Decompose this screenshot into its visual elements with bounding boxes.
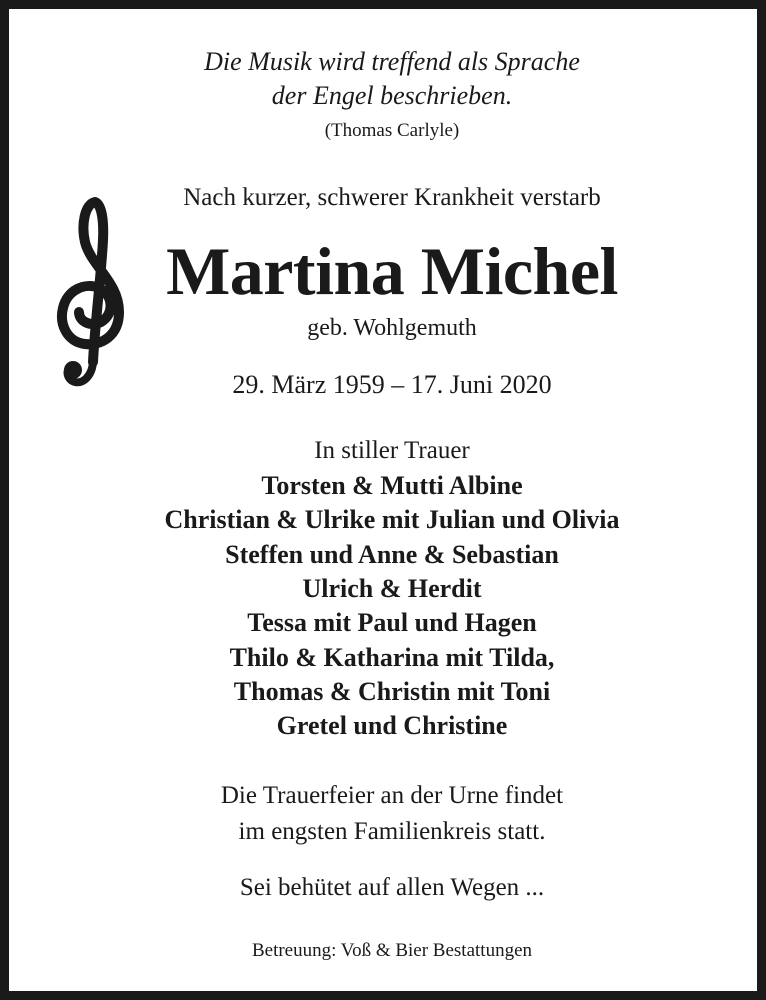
family-line: Torsten & Mutti Albine — [261, 471, 523, 500]
family-line: Christian & Ulrike mit Julian und Olivia — [164, 505, 620, 534]
family-line: Thilo & Katharina mit Tilda, — [229, 643, 555, 672]
family-line: Thomas & Christin mit Toni — [233, 677, 551, 706]
quote-line-1: Die Musik wird treffend als Sprache — [204, 47, 580, 76]
quote-line-2: der Engel beschrieben. — [271, 81, 513, 110]
life-dates: 29. März 1959 – 17. Juni 2020 — [232, 370, 552, 399]
family-line: Steffen und Anne & Sebastian — [225, 540, 559, 569]
intro-text: Nach kurzer, schwerer Krankheit verstarb — [183, 184, 601, 211]
funeral-notice-line-2: im engsten Familienkreis statt. — [238, 818, 546, 845]
funeral-home-credit: Betreuung: Voß & Bier Bestattungen — [251, 940, 533, 961]
mourning-intro: In stiller Trauer — [314, 437, 470, 464]
family-line: Gretel und Christine — [276, 711, 508, 740]
funeral-notice-line-1: Die Trauerfeier an der Urne findet — [220, 782, 564, 809]
farewell-text: Sei behütet auf allen Wegen ... — [239, 874, 545, 901]
birth-name: geb. Wohlgemuth — [307, 315, 477, 341]
family-line: Tessa mit Paul und Hagen — [247, 608, 537, 637]
family-line: Ulrich & Herdit — [302, 574, 482, 603]
quote-author: (Thomas Carlyle) — [324, 120, 460, 141]
deceased-name: Martina Michel — [166, 233, 618, 309]
